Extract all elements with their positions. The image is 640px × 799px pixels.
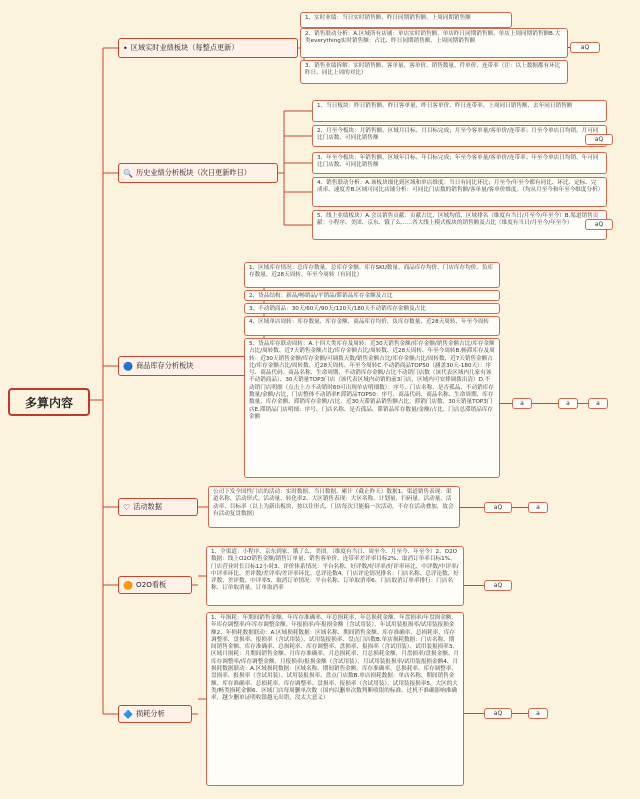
annotation-tag[interactable]: a: [558, 398, 578, 409]
category-title: 历史业绩分析板块（次日更新昨日）: [135, 168, 251, 177]
annotation-tag[interactable]: aQ: [585, 219, 613, 230]
category-bullet-icon: ♡: [123, 502, 131, 512]
detail-item[interactable]: 1、全渠道：小程序、京东到家、饿了么、美团。（维度有当日、周至今、月至今、年至今）2、O2O数据：线上O2O销售金额/销售订单量、销售客单价、连带率差评率目标2%、取消订单率目标1%、门店营业时长目标12小时3、评价体系情况：平台名称、好评数/好评率/好评率环比、中评数/中评率/中评率环比、差评数/差评率/差评率环比、总评论数4、门店评论情况排名：门店名称、总评论数、好评数、差评数、中评率5、取消订单情况：平台名称、订单取消率6、门店取消订单率排行：门店名称、订单取消量、订单取消率: [206, 546, 464, 606]
detail-item[interactable]: 4、销售联动分析：A.该板块细化到区域和单店维度：当日有同比环比；月至今/年至今都有同比、环比、定标、完成率、速度差B.区域可同比店铺分析：可同比门店数的销售额/客单量/客单价维度。（均从月至今和年至今维度分析）: [312, 177, 607, 207]
category-bullet-icon: 🔷: [123, 709, 133, 719]
category-node[interactable]: [118, 163, 278, 183]
detail-item[interactable]: 1、当日板块：昨日销售额、昨日客单量、昨日客单价、昨日连带率、上周同日销售额、去年同日销售额: [312, 100, 607, 122]
category-node[interactable]: [118, 705, 192, 723]
detail-item[interactable]: 2、月至今板块：月销售额、区域月目标、月目标完成；月至今客单量/客单价/连带率；月至今单店日均销、月可同比门店数、可同比销售额: [312, 125, 607, 147]
category-bullet-icon: 🔍: [123, 168, 133, 178]
detail-item[interactable]: 2、销售联动分析：A.区域所有店铺：单店实时销售额、单店昨日同期销售额、单店上周同期销售额B.大类everything实时销售额：占比、昨日同期销售额、上周同期销售额: [300, 28, 568, 58]
annotation-tag[interactable]: a: [512, 398, 532, 409]
category-node[interactable]: [118, 576, 192, 594]
detail-item[interactable]: 公司下发全国性门店的活动：实时数据、当日数据、累计（截止昨天）数据1、渠道销售表现：渠道名称、活动形式、活动量、转化率2、大区销售表现：大区名称、计划量、扫码量、活动量、活动率、目标率（以上为新出板块，按以往形式，门店每次只能搞一次活动，不存在活动叠加，故会有活动复盘数据）: [208, 486, 460, 528]
annotation-tag[interactable]: aQ: [484, 580, 512, 591]
annotation-tag[interactable]: aQ: [585, 134, 613, 145]
category-title: 商品库存分析板块: [135, 361, 194, 370]
category-node[interactable]: [118, 498, 198, 516]
root-node[interactable]: [8, 388, 90, 416]
detail-item[interactable]: 1、年损耗：年期间销售金额、年库存准确率、年总损耗率、年总损耗金额、年盘损率/年盘损金额、年库存调整率/年库存调整金额、年报损率/年报损金额（含试用装）、年试用装报损率/试用装报损金额2、年损耗数据联动：A.区域损耗数据：区域名称、期间销售金额、库存准确率、总损耗率、库存调整率、盘损率、报损率（含试用装）、试用装报损率、盘点门店数B.单店损耗数据：门店名称、期间销售金额、库存准确率、总损耗率、库存调整率、盘损率、报损率（含试用装）、试用装报损率3、区域月损耗：月期间销售金额、月库存准确率、月总损耗率、月总损耗金额、月盘损率/盘损金额、月库存调整率/库存调整金额、月报损率/报损金额（含试用装）、月试用装报损率/试用装报损金额4、月损耗数据联动：A.区域损耗数据：区域名称、期间销售金额、库存准确率、总损耗率、库存调整率、盘损率、报损率（含试用装）、试用装报损率、盘点门店数B.单店损耗数据：单店名称、期间销售金额、库存准确率、总损耗率、库存调整率、盘损率、报损率（含试用装）、试用装报损率5、大区的大类/畅类损耗金额6、区域门店每周删单次数（国内以删单次数判断收银的标准。过机不准确影响准确率，越少删单证明收银越无出错，没太大意义）: [206, 612, 464, 786]
detail-item[interactable]: 5、货品库存联动周转：A.十四大类库存及周转：近30天销售金额/库存金额/销售金额占比/库存金额占比/周转数、近7天销售金额占比/库存金额占比/周转数、近28天周转、年至今周转B.畅滞库存及周转：近30天销售金额/库存金额/可调拨天数/销售金额占比/库存金额占比/周转数、近7天销售金额占比/库存金额占比/周转数、近28天周转、年至今周转C.不动销商品TOP50（涵盖30天-180天）：序号、商品代码、商品名称、生命周期、不动销库存金额/占比不动销门店数（该代表区域内几家有该不动销商品）、30天销量TOP3门店（该代表区域内动销的前3门店，区域内可安排调拨出清）D.不动销门店明细（点击上方不动销时60可出现单店明细数）：序号、门店名称、是否孤品、不动销库存数量/金额/占比，门店整体不动销率F.滞销品TOP50：序号、商品代码、商品名称、生命周期、库存数量、库存金额、滞销库存金额/占比、近30天滞销品销售额占比、滞销门店数、30天销量TOP3门店E.滞销品门店明细：序号、门店名称、是否孤品、滞销品库存数量/金额/占比、门店总滞销品库存金额: [244, 338, 500, 478]
detail-item[interactable]: 2、货品结构：新品/畅销品/平销品/滞销品库存金额及占比: [244, 290, 500, 301]
category-bullet-icon: •: [123, 43, 128, 53]
annotation-tag[interactable]: a: [528, 502, 548, 513]
root-title: 多算内容: [24, 395, 73, 410]
detail-item[interactable]: 3、销售业绩拆解：实时销售额、客单量、客单价、销售数量、件单价、连带率（注：以上数据都有环比昨日、同比上周的对比）: [300, 60, 568, 84]
category-title: 损耗分析: [135, 709, 165, 718]
detail-item[interactable]: 1、区域库存情况：总库存数量、总库存金额、库存SKU数量、商品库存均价、门店库存均价、负库存数量、近28天周转、年至今周转（有同比）: [244, 262, 500, 288]
detail-item[interactable]: 4、区域单店周转：库存数量、库存金额、商品库存均价、负库存数量、近28天周转、年至今周转: [244, 316, 500, 336]
detail-item[interactable]: 1、实时业绩：当日实时销售额、昨日同期销售额、上周同期销售额: [300, 12, 512, 28]
category-title: 区域实时业绩板块（每整点更新）: [130, 43, 239, 52]
annotation-tag[interactable]: aQ: [570, 42, 600, 53]
annotation-tag[interactable]: a: [588, 398, 608, 409]
category-node[interactable]: [118, 38, 298, 58]
annotation-tag[interactable]: aQ: [484, 708, 512, 719]
detail-item[interactable]: 5、线上业绩板块）A.会员销售贡献：贡献占比、区域均值、区域排名（维度有当日/月至今/年至今）B.渠道销售贡献：小程序、美团、京东、饿了么……各大线上模式板块的销售额及占比（维度有当日/月至今/年至今）: [312, 210, 607, 240]
annotation-tag[interactable]: aQ: [484, 502, 512, 513]
category-bullet-icon: 🟠: [123, 580, 133, 590]
category-bullet-icon: 🔵: [123, 361, 133, 371]
detail-item[interactable]: 3、年至今板块：年销售额、区域年目标、年目标完成；年至今客单量/客单价/连带率；年至今单店日均销、年可同比门店数、可同比销售额: [312, 152, 607, 174]
category-node[interactable]: [118, 356, 258, 376]
category-title: 活动数据: [133, 502, 162, 511]
annotation-tag[interactable]: a: [528, 708, 548, 719]
detail-item[interactable]: 3、不动销商品：30天/60天/90天/120天/180天不动销库存金额及占比: [244, 303, 500, 314]
category-title: O2O看板: [135, 580, 167, 589]
